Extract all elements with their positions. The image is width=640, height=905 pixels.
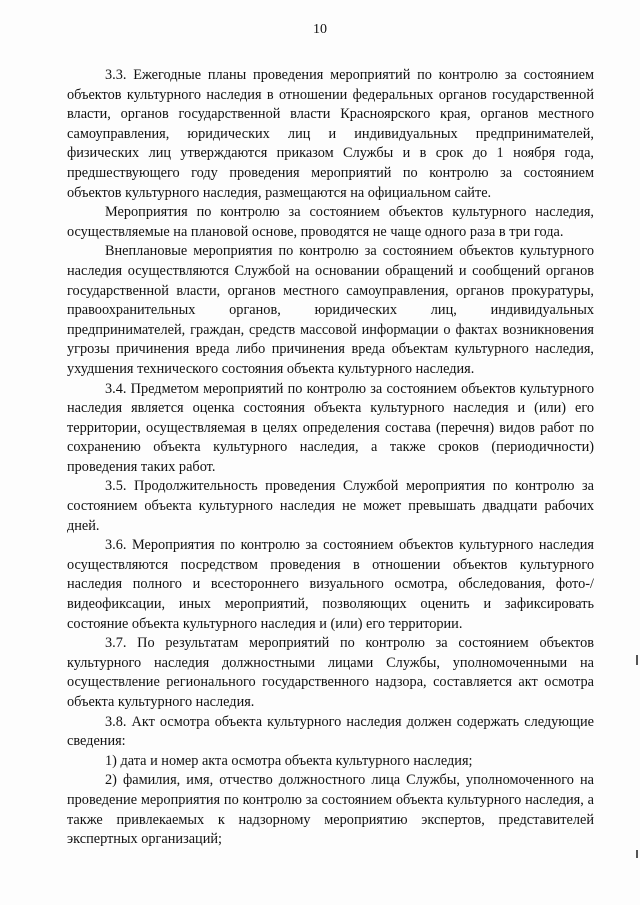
document-body <box>67 66 594 850</box>
scan-edge-mark <box>636 850 638 858</box>
scan-edge-mark <box>636 655 638 665</box>
paragraph-planned-frequency: Мероприятия по контролю за состоянием объектов культурного наследия, осуществляемые на плановой основе, проводятся не чаще одного раза в три года. <box>67 204 594 240</box>
page-number: 10 <box>313 22 327 37</box>
paragraph-3-8: 3.8. Акт осмотра объекта культурного наследия должен содержать следующие сведения: <box>67 713 594 750</box>
list-item-1: 1) дата и номер акта осмотра объекта культурного наследия; <box>105 752 473 769</box>
list-item-2: 2) фамилия, имя, отчество должностного лица Службы, уполномоченного на проведение мероприятия по контролю за состоянием объекта культурного наследия, а также привлекаемых к надзорному мероприятию экспертов, представителей экспертных организаций; <box>67 772 594 848</box>
paragraph-3-5: 3.5. Продолжительность проведения Службой мероприятия по контролю за состоянием объекта культурного наследия не может превышать двадцати рабочих дней. <box>67 478 594 534</box>
paragraph-3-7: 3.7. По результатам мероприятий по контролю за состоянием объектов культурного наследия должностными лицами Службы, уполномоченными на осуществление регионального государственного надзора, составляется акт осмотра объекта культурного наследия. <box>67 635 594 710</box>
paragraph-unscheduled-measures: Внеплановые мероприятия по контролю за состоянием объектов культурного наследия осуществляются Службой на основании обращений и сообщений органов государственной власти, органов местного самоуправления, органов прокуратуры, правоохранительных органов, юридических лиц, индивидуальных предпринимателей, граждан, средств массовой информации о фактах возникновения угрозы причинения вреда либо причинения вреда объектам культурного наследия, ухудшения технического состояния объекта культурного наследия. <box>67 243 594 377</box>
paragraph-3-4: 3.4. Предметом мероприятий по контролю за состоянием объектов культурного наследия является оценка состояния объекта культурного наследия и (или) его территории, осуществляемая в целях определения состава (перечня) видов работ по сохранению объекта культурного наследия, а также сроков (периодичности) проведения таких работ. <box>67 380 594 475</box>
paragraph-3-3: 3.3. Ежегодные планы проведения мероприятий по контролю за состоянием объектов культурного наследия в отношении федеральных органов государственной власти, органов государственной власти Красноярского края, органов местного самоуправления, юридических лиц и индивидуальных предпринимателей, физических лиц утверждаются приказом Службы и в срок до 1 ноября года, предшествующего году проведения мероприятий по контролю за состоянием объектов культурного наследия, размещаются на официальном сайте. <box>67 67 594 201</box>
paragraph-3-6: 3.6. Мероприятия по контролю за состоянием объектов культурного наследия осуществляются посредством проведения в отношении объектов культурного наследия полного и всестороннего визуального осмотра, обследования, фото-/видеофиксации, иных мероприятий, позволяющих оценить и зафиксировать состояние объекта культурного наследия и (или) его территории. <box>67 537 594 632</box>
